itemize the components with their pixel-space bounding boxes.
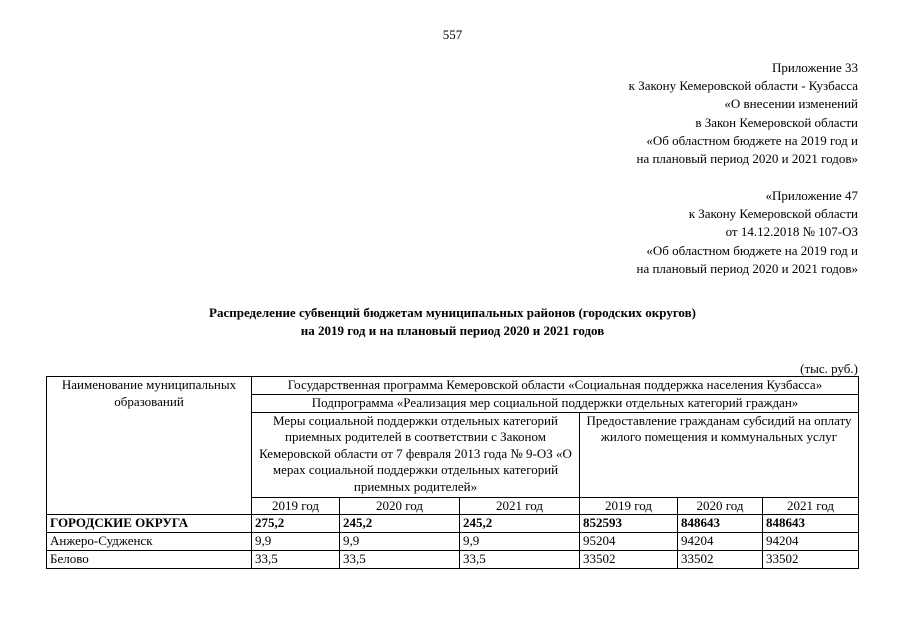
referenced-appendix-line: к Закону Кемеровской области — [688, 206, 858, 222]
year-header: 2021 год — [460, 497, 580, 515]
row-name: Анжеро-Судженск — [47, 533, 252, 551]
subprogram-header: Подпрограмма «Реализация мер социальной поддержки отдельных категорий граждан» — [252, 395, 859, 413]
municipality-column-header: Наименование муниципальных образований — [47, 377, 252, 515]
row-value: 9,9 — [340, 533, 460, 551]
referenced-appendix-line: «Приложение 47 — [765, 188, 858, 203]
appendix-header-line: Приложение 33 — [771, 60, 858, 75]
row-value: 852593 — [580, 515, 678, 533]
document-title — [0, 304, 905, 340]
appendix-header-line: к Закону Кемеровской области - Кузбасса — [628, 78, 858, 94]
year-header: 2020 год — [340, 497, 460, 515]
row-value: 9,9 — [460, 533, 580, 551]
row-value: 9,9 — [252, 533, 340, 551]
appendix-header-line: «Об областном бюджете на 2019 год и — [646, 132, 858, 148]
document-title-line-1: Распределение субвенций бюджетам муниципальных районов (городских округов) — [209, 305, 696, 320]
appendix-header-line: в Закон Кемеровской области — [695, 114, 858, 130]
subvention-table — [46, 376, 859, 569]
page-number: 557 — [442, 27, 463, 42]
program-header: Государственная программа Кемеровской области «Социальная поддержка населения Кузбасса» — [252, 377, 859, 395]
measure-2-header: Предоставление гражданам субсидий на оплату жилого помещения и коммунальных услуг — [580, 412, 859, 497]
year-header: 2019 год — [580, 497, 678, 515]
appendix-header-line: «О внесении изменений — [724, 96, 858, 112]
row-value: 33,5 — [460, 551, 580, 569]
row-value: 33502 — [678, 551, 763, 569]
measure-1-header: Меры социальной поддержки отдельных категорий приемных родителей в соответствии с Законом Кемеровской области от 7 февраля 2013 года № 9-ОЗ «О мерах социальной поддержки отдельных категорий приемных родителей» — [252, 412, 580, 497]
row-value: 275,2 — [252, 515, 340, 533]
table-row — [47, 551, 859, 569]
referenced-appendix-line: «Об областном бюджете на 2019 год и — [646, 242, 858, 258]
row-name: ГОРОДСКИЕ ОКРУГА — [47, 515, 252, 533]
units-label: (тыс. руб.) — [800, 361, 858, 376]
year-header: 2021 год — [763, 497, 859, 515]
row-value: 33502 — [763, 551, 859, 569]
row-value: 95204 — [580, 533, 678, 551]
year-header: 2020 год — [678, 497, 763, 515]
referenced-appendix — [637, 187, 859, 278]
document-title-line-2: на 2019 год и на плановый период 2020 и 2021 годов — [300, 323, 605, 338]
row-value: 848643 — [678, 515, 763, 533]
row-value: 94204 — [763, 533, 859, 551]
referenced-appendix-line: на плановый период 2020 и 2021 годов» — [636, 260, 858, 276]
row-value: 245,2 — [340, 515, 460, 533]
row-value: 33,5 — [252, 551, 340, 569]
table-row — [47, 533, 859, 551]
row-value: 848643 — [763, 515, 859, 533]
appendix-header — [629, 59, 858, 168]
referenced-appendix-line: от 14.12.2018 № 107-ОЗ — [725, 224, 858, 240]
appendix-header-line: на плановый период 2020 и 2021 годов» — [636, 151, 858, 167]
row-value: 33502 — [580, 551, 678, 569]
row-value: 94204 — [678, 533, 763, 551]
table-row — [47, 515, 859, 533]
row-value: 33,5 — [340, 551, 460, 569]
row-name: Белово — [47, 551, 252, 569]
row-value: 245,2 — [460, 515, 580, 533]
year-header: 2019 год — [252, 497, 340, 515]
